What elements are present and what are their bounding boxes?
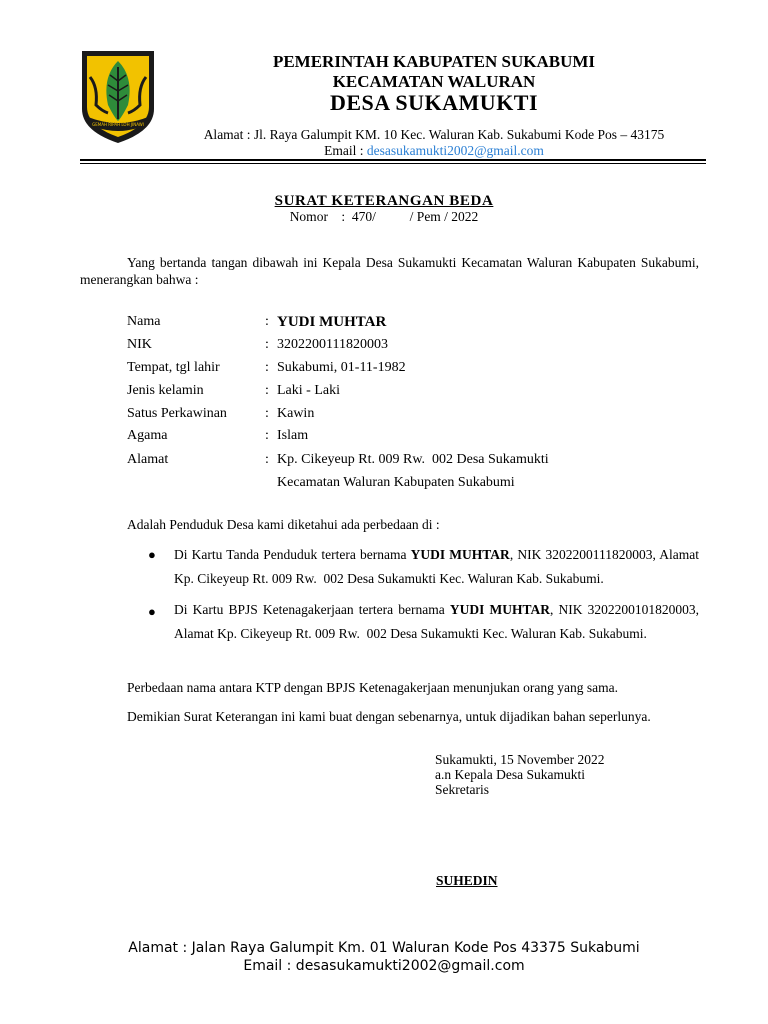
- regency-logo: [78, 47, 158, 147]
- signatory-name: SUHEDIN: [436, 873, 498, 888]
- bullet-dot-icon: ●: [148, 604, 156, 619]
- bullet-ktp: [174, 543, 703, 591]
- header-email-line: [150, 143, 718, 159]
- header-village: DESA SUKAMUKTI: [329, 90, 539, 115]
- field-label: NIK: [127, 337, 152, 352]
- signature-on-behalf: a.n Kepala Desa Sukamukti: [435, 767, 585, 782]
- field-label: Alamat: [127, 452, 169, 467]
- field-colon: :: [265, 360, 269, 375]
- field-value: Kp. Cikeyeup Rt. 009 Rw. 002 Desa Sukamukti: [277, 452, 549, 467]
- letter-title: SURAT KETERANGAN BEDA: [274, 193, 494, 209]
- header-divider-thin: [80, 163, 706, 164]
- sukabumi-emblem-icon: [78, 47, 158, 147]
- header-district: KECAMATAN WALURAN: [332, 72, 536, 91]
- field-value: Laki - Laki: [277, 383, 340, 398]
- field-label: Jenis kelamin: [127, 383, 204, 398]
- field-value: YUDI MUHTAR: [277, 314, 387, 330]
- header-address: Alamat : Jl. Raya Galumpit KM. 10 Kec. Waluran Kab. Sukabumi Kode Pos – 43175: [203, 127, 665, 142]
- field-label: Agama: [127, 428, 168, 443]
- svg-text:GEMAH RIPAH LOH JINAWI: GEMAH RIPAH LOH JINAWI: [92, 122, 144, 127]
- difference-intro: Adalah Penduduk Desa kami diketahui ada perbedaan di :: [127, 517, 440, 532]
- field-value: Sukabumi, 01-11-1982: [277, 360, 406, 375]
- intro-paragraph: Yang bertanda tangan dibawah ini Kepala Desa Sukamukti Kecamatan Waluran Kabupaten Sukabumi, menerangkan bahwa :: [80, 255, 699, 287]
- signature-place-date: Sukamukti, 15 November 2022: [435, 752, 605, 767]
- footer-email: Email : desasukamukti2002@gmail.com: [243, 958, 525, 974]
- field-label: Nama: [127, 314, 161, 329]
- bullet-text: Di Kartu BPJS Ketenagakerjaan tertera bernama: [174, 602, 450, 617]
- field-label: Satus Perkawinan: [127, 406, 227, 421]
- field-colon: :: [265, 406, 269, 421]
- field-value: Islam: [277, 428, 309, 443]
- bullet-dot-icon: ●: [148, 547, 156, 562]
- letter-number: Nomor : 470/ / Pem / 2022: [289, 209, 479, 224]
- field-label: Tempat, tgl lahir: [127, 360, 220, 375]
- bullet-name: YUDI MUHTAR: [449, 602, 550, 617]
- field-colon: :: [265, 314, 269, 329]
- field-value: 3202200111820003: [277, 337, 388, 352]
- field-colon: :: [265, 452, 269, 467]
- field-value-continued: Kecamatan Waluran Kabupaten Sukabumi: [277, 475, 515, 490]
- header-divider-thick: [80, 159, 706, 161]
- header-email-label: Email :: [324, 143, 367, 158]
- bullet-bpjs: [174, 598, 702, 646]
- header-email-link[interactable]: desasukamukti2002@gmail.com: [366, 143, 544, 158]
- bullet-text: , NIK 3202200101820003, Alamat Kp. Cikeyeup Rt. 009 Rw. 002 Desa Sukamukti Kec. Waluran Kab. Sukabumi.: [174, 602, 702, 641]
- header-government: PEMERINTAH KABUPATEN SUKABUMI: [272, 52, 596, 71]
- bullet-name: YUDI MUHTAR: [410, 547, 510, 562]
- bullet-text: Di Kartu Tanda Penduduk tertera bernama: [174, 547, 411, 562]
- field-value: Kawin: [277, 406, 315, 421]
- closing-paragraph: Demikian Surat Keterangan ini kami buat dengan sebenarnya, untuk dijadikan bahan seperlunya.: [127, 709, 651, 724]
- field-colon: :: [265, 428, 269, 443]
- field-colon: :: [265, 337, 269, 352]
- statement-paragraph: Perbedaan nama antara KTP dengan BPJS Ketenagakerjaan menunjukan orang yang sama.: [127, 680, 618, 695]
- footer-address: Alamat : Jalan Raya Galumpit Km. 01 Waluran Kode Pos 43375 Sukabumi: [128, 940, 640, 956]
- signature-position: Sekretaris: [435, 782, 489, 797]
- bullet-text: , NIK 3202200111820003, Alamat Kp. Cikeyeup Rt. 009 Rw. 002 Desa Sukamukti Kec. Waluran Kab. Sukabumi.: [174, 547, 703, 586]
- field-colon: :: [265, 383, 269, 398]
